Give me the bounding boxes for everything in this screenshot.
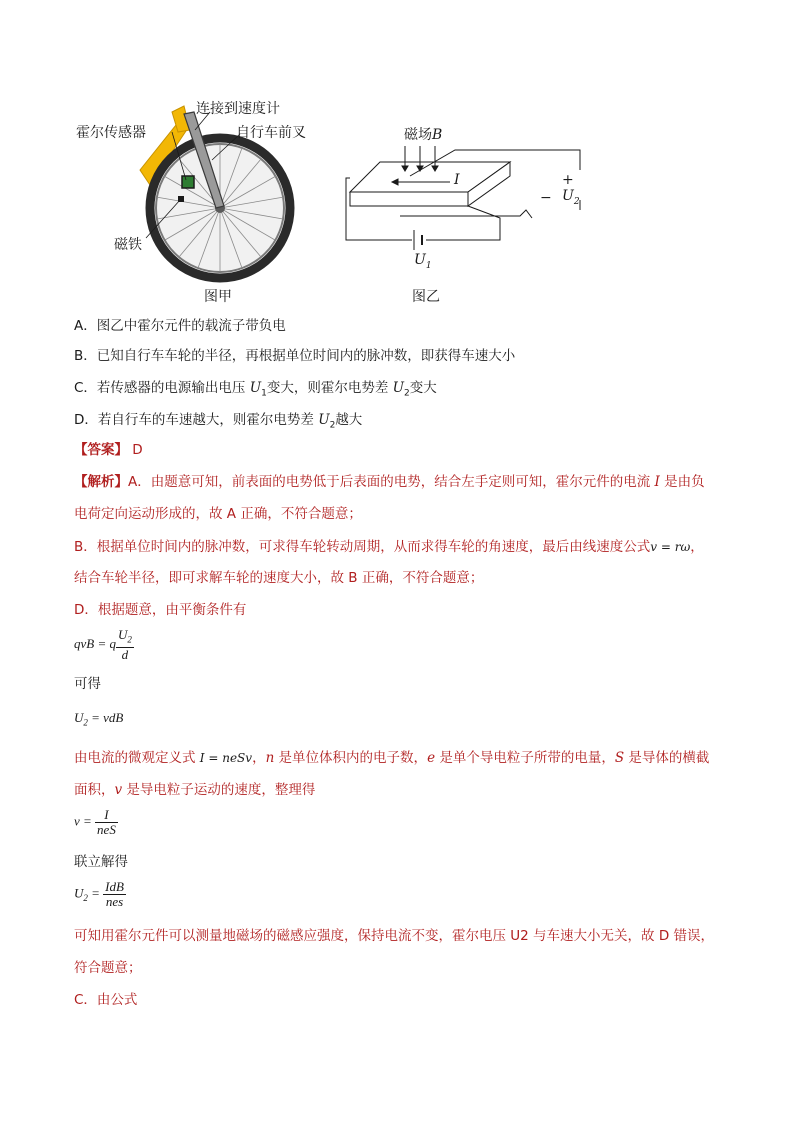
option-c-mid: 变大，则霍尔电势差 [266,380,393,396]
eq3-left: v = [74,813,96,829]
option-c-u1-sub: 1 [261,388,267,399]
eq3-fraction [95,808,118,837]
p5-b: ， [252,750,266,766]
analysis-conclusion-line2: 符合题意； [74,960,142,976]
analysis-b-formula: v = rω [650,540,691,554]
caption-figure-jia: 图甲 [204,289,232,305]
p5-l2-a: 面积， [74,782,115,798]
battery-symbol [412,230,426,250]
option-d-u2: U [318,412,330,428]
eq3-den: neS [97,822,116,837]
p5-l2-v: v [114,782,123,798]
p5-formula: I = neSv [199,751,253,765]
hall-circuit-figure [340,140,590,280]
label-u2 [562,188,580,207]
option-c-u2: U [392,380,405,396]
label-u1 [414,252,432,271]
analysis-a-post: 是由负 [659,474,705,490]
eq2-sub: 2 [83,717,88,728]
option-d-post: 越大 [335,412,363,428]
label-current-i: I [454,172,460,188]
eq4-fraction [103,880,126,909]
eq1-fraction [116,628,134,662]
p5-c: 是单位体积内的电子数， [274,750,428,766]
analysis-b-text: B．根据单位时间内的脉冲数，可求得车轮转动周期，从而求得车轮的角速度，最后由线速度公式 [74,539,651,555]
eq1-left: qvB = q [74,635,116,651]
option-a: A．图乙中霍尔元件的载流子带负电 [74,318,286,334]
p5-d: 是单个导电粒子所带的电量， [435,750,615,766]
eq1-num: U [117,627,128,642]
eq4-sub: 2 [83,893,88,904]
p5-l2-b: 是导电粒子运动的速度，整理得 [122,782,316,798]
eq1-den: d [121,646,129,662]
analysis-b-line1 [74,537,704,557]
analysis-d-line1: D．根据题意，由平衡条件有 [74,602,247,618]
label-magnet: 磁铁 [114,237,142,253]
label-plus: + [562,172,574,188]
hall-plate-front [350,192,468,206]
label-hall-sensor: 霍尔传感器 [76,125,146,141]
analysis-b-post: ， [690,539,704,555]
equation-u2-vdb [74,710,123,728]
analysis-label: 【解析】 [74,474,128,490]
p5-a: 由电流的微观定义式 [74,750,200,766]
eq4-num: IdB [105,879,124,894]
analysis-c-line1: C．由公式 [74,992,138,1008]
magnetic-field-arrows [402,146,438,171]
eq4-left: U [74,885,84,901]
eq2-right: = vdB [87,710,124,725]
label-connect-speedometer: 连接到速度计 [196,101,280,117]
analysis-current-line2 [74,780,315,800]
analysis-a-line1 [74,472,705,492]
analysis-current-line1 [74,748,709,768]
answer-value: D [128,442,143,458]
answer-label: 【答案】 [74,442,128,458]
eq4-den: nes [105,894,124,909]
equation-u2-idb [74,880,126,909]
label-field-symbol: B [432,127,443,143]
equation-qvb [74,628,134,662]
analysis-a-var: I [654,474,660,490]
option-d-u2-sub: 2 [329,420,336,431]
text-lianli: 联立解得 [74,854,128,870]
label-u2-letter: U [562,188,574,204]
caption-figure-yi: 图乙 [412,289,440,305]
label-minus: − [540,190,552,206]
option-c-u2-sub: 2 [404,388,410,399]
analysis-b-line2: 结合车轮半径，即可求解车轮的速度大小，故 B 正确，不符合题意； [74,570,484,586]
analysis-a-line2: 电荷定向运动形成的，故 A 正确，不符合题意； [74,506,362,522]
answer-line [74,440,143,460]
analysis-conclusion-line1: 可知用霍尔元件可以测量地磁场的磁感应强度，保持电流不变，霍尔电压 U2 与车速大小无关，故 D 错误， [74,928,715,944]
option-c-pre: C．若传感器的电源输出电压 [74,380,250,396]
equation-v-ines [74,808,118,837]
label-u1-letter: U [414,252,426,268]
option-c-post: 变大 [409,380,437,396]
analysis-a-text: A．由题意可知，前表面的电势低于后表面的电势，结合左手定则可知，霍尔元件的电流 [128,474,655,490]
p5-n: n [265,750,275,766]
label-front-fork: 自行车前叉 [236,125,306,141]
option-b: B．已知自行车车轮的半径，再根据单位时间内的脉冲数，即获得车速大小 [74,348,516,364]
p5-e: e [427,750,436,766]
eq2-left: U [74,710,84,725]
eq1-num-sub: 2 [127,634,132,645]
eq3-num: I [95,808,118,823]
p5-s: S [614,750,625,766]
label-magnetic-field [404,124,442,144]
label-u1-sub: 1 [425,260,432,271]
option-c-u1: U [249,380,262,396]
option-d [74,410,362,436]
text-kede: 可得 [74,676,101,692]
option-c [74,378,437,404]
eq4-eq: = [87,885,104,901]
p5-f: 是导体的横截 [624,750,710,766]
label-u2-sub: 2 [573,196,580,207]
hall-sensor-icon [182,176,194,188]
option-d-pre: D．若自行车的车速越大，则霍尔电势差 [74,412,319,428]
label-field-text: 磁场 [404,127,432,143]
